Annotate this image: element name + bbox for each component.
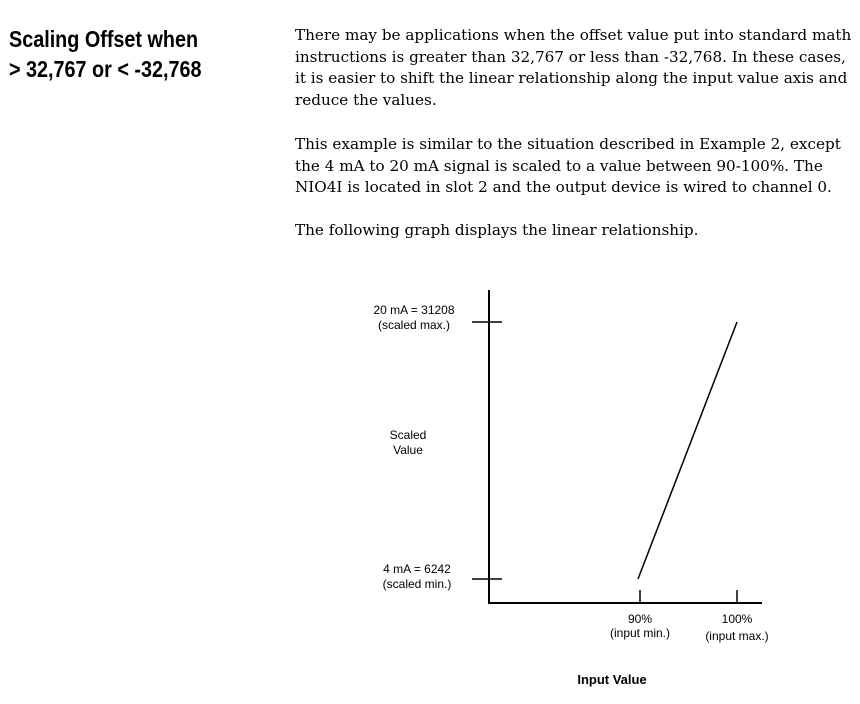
x-axis-label: Input Value [577,672,647,687]
y-axis-label-line1: Scaled [389,428,427,442]
x-tick-sublabel-max: (input max.) [705,629,769,643]
y-tick-label-min: 4 mA = 6242 [383,562,451,576]
heading-line-2: > 32,767 or < -32,768 [9,56,202,82]
paragraph-2: This example is similar to the situation described in Example 2, except the 4 mA to 20 mA signal is scaled to a value between 90-100%. The NIO4I is located in slot 2 and the output device is wired to channel 0. [295,135,841,196]
x-tick-sublabel-min: (input min.) [609,626,671,640]
x-tick-label-max: 100% [721,612,753,626]
x-tick-label-min: 90% [627,612,653,626]
heading-line-1: Scaling Offset when [9,26,199,52]
paragraph-1: There may be applications when the offset value put into standard math instructions is greater than 32,767 or less than -32,768. In these cases, it is easier to shift the linear relationship along the input value axis and reduce the values. [295,26,852,109]
y-tick-sublabel-min: (scaled min.) [382,577,452,591]
y-tick-sublabel-max: (scaled max.) [377,318,451,332]
series-line [638,322,737,579]
paragraph-3: The following graph displays the linear relationship. [295,221,699,239]
y-axis-label-line2: Value [393,443,423,457]
y-tick-label-max: 20 mA = 31208 [373,303,455,317]
